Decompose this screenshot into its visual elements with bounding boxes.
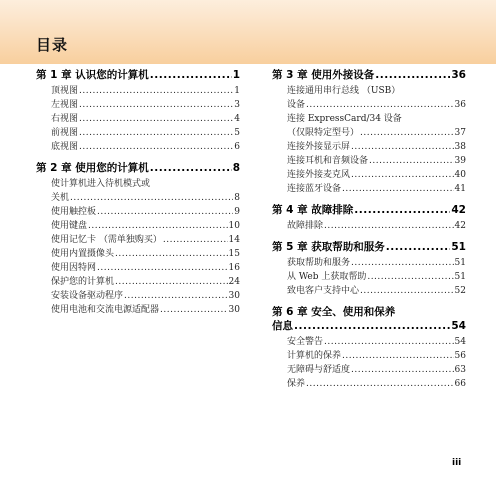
leader-dots [360, 284, 454, 298]
entry-page-number: 51 [454, 258, 466, 268]
leader-dots [324, 335, 454, 349]
entry-label: 顶视图 [51, 86, 79, 96]
leader-dots [97, 205, 233, 219]
leader-dots [150, 68, 232, 82]
toc-entry[interactable] [287, 168, 466, 182]
entry-page-number: 9 [234, 207, 240, 217]
entry-page-number: 36 [454, 100, 466, 110]
entry-label-line1[interactable]: 连接通用串行总线 （USB） [287, 86, 401, 96]
toc-entry[interactable] [51, 303, 240, 317]
toc-entry[interactable] [287, 270, 466, 284]
toc-entry[interactable] [51, 233, 240, 247]
chapter-heading-line1[interactable]: 第 6 章 安全、使用和保养 [272, 306, 396, 318]
chapter-heading[interactable] [272, 68, 466, 82]
leader-dots [351, 140, 454, 154]
chapter-heading-label: 信息 [272, 320, 293, 332]
toc-entry[interactable] [287, 126, 466, 140]
leader-dots [97, 261, 228, 275]
page-title: 目录 [36, 36, 69, 54]
toc-entry[interactable] [51, 112, 240, 126]
leader-dots [115, 247, 228, 261]
toc-entry[interactable] [287, 98, 466, 112]
entry-page-number: 1 [234, 86, 240, 96]
leader-dots [79, 98, 233, 112]
entry-page-number: 37 [454, 128, 466, 138]
chapter-heading-label: 第 4 章 故障排除 [272, 204, 354, 216]
chapter-page-number: 54 [451, 320, 466, 332]
toc-entry[interactable] [51, 140, 240, 154]
entry-page-number: 38 [454, 142, 466, 152]
toc-entry[interactable] [51, 98, 240, 112]
chapter-page-number: 36 [451, 69, 466, 81]
leader-dots [79, 112, 233, 126]
entry-page-number: 15 [228, 249, 240, 259]
leader-dots [306, 377, 454, 391]
leader-dots [124, 289, 228, 303]
entry-page-number: 42 [454, 221, 466, 231]
toc-entry[interactable] [51, 126, 240, 140]
leader-dots [386, 240, 451, 254]
entry-label: 致电客户支持中心 [287, 286, 360, 296]
entry-label: 连接外接显示屏 [287, 142, 351, 152]
entry-page-number: 40 [454, 170, 466, 180]
chapter-page-number: 1 [232, 69, 240, 81]
leader-dots [351, 168, 454, 182]
entry-page-number: 16 [228, 263, 240, 273]
toc-chapter-3 [272, 68, 466, 196]
chapter-heading-label: 第 3 章 使用外接设备 [272, 69, 375, 81]
toc-chapter-2 [36, 161, 240, 317]
entry-label: （仅限特定型号） [287, 128, 360, 138]
entry-label-line1[interactable]: 连接 ExpressCard/34 设备 [287, 114, 402, 124]
toc-entry[interactable] [51, 289, 240, 303]
leader-dots [342, 349, 454, 363]
leader-dots [351, 363, 454, 377]
chapter-heading-label: 第 2 章 使用您的计算机 [36, 162, 149, 174]
entry-label: 连接蓝牙设备 [287, 184, 342, 194]
entry-label: 连接耳机和音频设备 [287, 156, 369, 166]
leader-dots [150, 161, 232, 175]
leader-dots [79, 126, 233, 140]
entry-label: 关机 [51, 193, 70, 203]
entry-label: 从 Web 上获取帮助 [287, 272, 367, 282]
entry-label-line1[interactable]: 使计算机进入待机模式或 [51, 179, 151, 189]
leader-dots [294, 319, 450, 333]
chapter-heading[interactable] [36, 68, 240, 82]
toc-entry[interactable] [287, 349, 466, 363]
toc-entry[interactable] [51, 275, 240, 289]
chapter-heading-label: 第 1 章 认识您的计算机 [36, 69, 149, 81]
toc-entry[interactable] [51, 247, 240, 261]
chapter-heading[interactable] [272, 240, 466, 254]
leader-dots [360, 126, 454, 140]
toc-chapter-5 [272, 240, 466, 298]
entry-label: 使用内置摄像头 [51, 249, 115, 259]
leader-dots [115, 275, 228, 289]
toc-entry[interactable] [51, 84, 240, 98]
leader-dots [354, 203, 450, 217]
entry-label: 连接外接麦克风 [287, 170, 351, 180]
leader-dots [369, 154, 454, 168]
toc-right-column [272, 68, 466, 391]
entry-label: 保护您的计算机 [51, 277, 115, 287]
entry-label: 安装设备驱动程序 [51, 291, 124, 301]
entry-page-number: 4 [234, 114, 240, 124]
toc-entry[interactable] [287, 140, 466, 154]
entry-page-number: 56 [454, 351, 466, 361]
entry-page-number: 30 [228, 305, 240, 315]
toc-entry[interactable] [51, 205, 240, 219]
toc-chapter-6 [272, 305, 466, 391]
chapter-heading[interactable] [272, 319, 466, 333]
chapter-page-number: 42 [451, 204, 466, 216]
entry-page-number: 14 [228, 235, 240, 245]
entry-label: 获取帮助和服务 [287, 258, 351, 268]
page-number: iii [452, 458, 462, 468]
toc-entry[interactable] [287, 256, 466, 270]
toc-left-column [36, 68, 240, 317]
leader-dots [342, 182, 454, 196]
leader-dots [160, 303, 228, 317]
entry-page-number: 66 [454, 379, 466, 389]
toc-entry[interactable] [51, 261, 240, 275]
entry-page-number: 51 [454, 272, 466, 282]
chapter-page-number: 8 [232, 162, 240, 174]
entry-label: 使用键盘 [51, 221, 88, 231]
toc-entry[interactable] [51, 219, 240, 233]
entry-label: 无障碍与舒适度 [287, 365, 351, 375]
toc-entry[interactable] [287, 363, 466, 377]
toc-entry[interactable] [287, 182, 466, 196]
leader-dots [375, 68, 450, 82]
entry-label: 使用记忆卡 （需单独购买） [51, 235, 162, 245]
entry-label: 使用因特网 [51, 263, 97, 273]
toc-chapter-1 [36, 68, 240, 154]
header-band [0, 0, 496, 64]
entry-page-number: 41 [454, 184, 466, 194]
leader-dots [79, 84, 233, 98]
entry-label: 使用触控板 [51, 207, 97, 217]
entry-page-number: 30 [228, 291, 240, 301]
entry-page-number: 24 [228, 277, 240, 287]
entry-page-number: 63 [454, 365, 466, 375]
leader-dots [306, 98, 454, 112]
entry-page-number: 8 [234, 193, 240, 203]
entry-page-number: 6 [234, 142, 240, 152]
toc-entry[interactable] [287, 154, 466, 168]
toc-entry[interactable] [287, 377, 466, 391]
entry-label: 安全警告 [287, 337, 324, 347]
chapter-heading[interactable] [36, 161, 240, 175]
entry-label: 设备 [287, 100, 306, 110]
entry-label: 使用电池和交流电源适配器 [51, 305, 160, 315]
entry-page-number: 39 [454, 156, 466, 166]
chapter-heading[interactable] [272, 203, 466, 217]
entry-label: 前视图 [51, 128, 79, 138]
leader-dots [367, 270, 453, 284]
leader-dots [79, 140, 233, 154]
leader-dots [351, 256, 454, 270]
entry-label: 左视图 [51, 100, 79, 110]
leader-dots [88, 219, 228, 233]
entry-page-number: 3 [234, 100, 240, 110]
leader-dots [324, 219, 454, 233]
chapter-page-number: 51 [451, 241, 466, 253]
toc-chapter-4 [272, 203, 466, 233]
entry-label: 故障排除 [287, 221, 324, 231]
entry-label: 保养 [287, 379, 306, 389]
toc-entry[interactable] [287, 335, 466, 349]
entry-page-number: 52 [454, 286, 466, 296]
entry-page-number: 10 [228, 221, 240, 231]
toc-entry[interactable] [287, 284, 466, 298]
entry-page-number: 54 [454, 337, 466, 347]
leader-dots [163, 233, 228, 247]
entry-label: 右视图 [51, 114, 79, 124]
entry-page-number: 5 [234, 128, 240, 138]
toc-entry[interactable] [287, 219, 466, 233]
entry-label: 底视图 [51, 142, 79, 152]
entry-label: 计算机的保养 [287, 351, 342, 361]
chapter-heading-label: 第 5 章 获取帮助和服务 [272, 241, 385, 253]
leader-dots [70, 191, 233, 205]
toc-entry[interactable] [51, 191, 240, 205]
